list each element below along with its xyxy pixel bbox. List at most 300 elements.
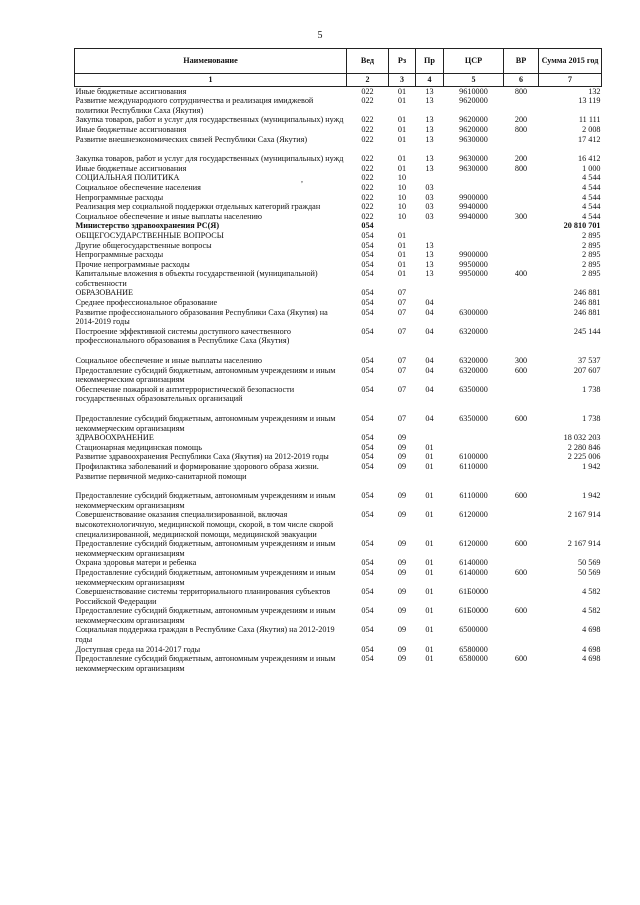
row-name: Другие общегосударственные вопросы — [75, 240, 212, 250]
row-vr: 600 — [514, 567, 528, 577]
row-csr: 6140000 — [459, 567, 488, 577]
row-sum: 4 544 — [582, 192, 601, 202]
row-name: Капитальные вложения в объекты государственной (муниципальной) собственности — [75, 269, 318, 288]
row-vr — [504, 96, 539, 115]
table-row — [75, 173, 602, 183]
row-vr — [504, 327, 539, 346]
table-row — [75, 327, 602, 346]
row-pr: 13 — [425, 163, 434, 173]
row-pr: 13 — [425, 96, 434, 106]
row-ved: 054 — [361, 250, 374, 260]
header-row — [75, 49, 602, 74]
table-row — [75, 144, 602, 164]
row-vr: 300 — [514, 356, 528, 366]
row-csr: 6120000 — [459, 510, 488, 520]
row-sum: 2 008 — [582, 124, 601, 134]
row-sum: 246 881 — [573, 307, 601, 317]
row-pr: 01 — [425, 442, 434, 452]
table-row — [75, 558, 602, 568]
row-csr — [444, 298, 504, 308]
header-csr: ЦСР — [444, 49, 504, 74]
row-rz: 09 — [397, 567, 407, 577]
row-name: Совершенствование системы территориального планирования субъектов Российской Федерации — [75, 587, 331, 606]
row-ved: 054 — [361, 606, 374, 616]
budget-table — [74, 48, 602, 673]
row-pr: 01 — [425, 558, 434, 568]
table-row — [75, 212, 602, 222]
row-rz: 01 — [397, 115, 407, 125]
table-row — [75, 404, 602, 433]
row-sum: 1 738 — [582, 384, 601, 394]
row-vr — [504, 193, 539, 203]
row-vr — [504, 173, 539, 183]
row-sum: 2 225 006 — [567, 452, 601, 462]
table-row — [75, 298, 602, 308]
row-pr: 01 — [425, 606, 434, 616]
row-pr: 01 — [425, 452, 434, 462]
row-rz: 01 — [397, 163, 407, 173]
row-rz: 01 — [397, 96, 407, 106]
row-ved: 054 — [361, 491, 374, 501]
table-row — [75, 260, 602, 270]
table-row — [75, 241, 602, 251]
row-sum: 50 569 — [577, 567, 601, 577]
row-ved: 054 — [361, 221, 374, 231]
row-name: Доступная среда на 2014-2017 годы — [75, 644, 201, 654]
row-rz — [389, 221, 416, 231]
row-ved: 054 — [361, 558, 374, 568]
row-ved: 022 — [361, 134, 374, 144]
row-ved: 054 — [361, 510, 374, 520]
row-rz: 09 — [397, 433, 407, 443]
table-row — [75, 539, 602, 558]
row-sum: 18 032 203 — [563, 433, 601, 443]
header-ved: Вед — [347, 49, 389, 74]
row-ved: 054 — [361, 452, 374, 462]
row-rz: 01 — [397, 124, 407, 134]
row-rz: 07 — [397, 298, 407, 308]
row-sum: 132 — [588, 86, 601, 96]
row-vr — [504, 202, 539, 212]
table-row — [75, 645, 602, 655]
row-rz: 01 — [397, 259, 407, 269]
row-csr — [444, 443, 504, 453]
row-sum: 4 698 — [582, 644, 601, 654]
row-name: Иные бюджетные ассигнования — [75, 86, 187, 96]
header-number-row — [75, 74, 602, 87]
row-csr: 9950000 — [459, 259, 488, 269]
row-sum: 1 738 — [582, 414, 601, 423]
row-rz: 09 — [397, 442, 407, 452]
row-rz: 09 — [397, 461, 407, 471]
row-name: Социальное обеспечение и иные выплаты населению — [75, 356, 262, 366]
row-ved: 022 — [361, 182, 374, 192]
row-csr: 6120000 — [459, 539, 488, 549]
row-name: Предоставление субсидий бюджетным, автономным учреждениям и иным некоммерческим организациям — [75, 414, 336, 433]
row-ved: 022 — [361, 173, 374, 183]
row-sum: 2 895 — [582, 240, 601, 250]
row-ved: 054 — [361, 288, 374, 298]
row-rz: 07 — [397, 384, 407, 394]
row-ved: 054 — [361, 298, 374, 308]
row-csr: 6110000 — [459, 461, 488, 471]
row-pr: 03 — [425, 202, 434, 212]
header-number: 4 — [416, 74, 444, 87]
row-vr: 600 — [514, 414, 528, 423]
row-vr — [504, 558, 539, 568]
row-rz: 10 — [397, 202, 407, 212]
row-vr — [504, 443, 539, 453]
row-csr: 9630000 — [459, 134, 488, 144]
row-csr: 6500000 — [459, 625, 488, 635]
row-sum: 246 881 — [573, 288, 601, 298]
row-ved: 054 — [361, 539, 374, 549]
row-sum: 4 544 — [582, 173, 601, 183]
row-vr — [504, 231, 539, 241]
row-pr: 13 — [425, 250, 434, 260]
row-ved: 054 — [361, 414, 374, 423]
row-rz: 07 — [397, 365, 407, 375]
table-row — [75, 346, 602, 366]
table-row — [75, 462, 602, 481]
row-name: Предоставление субсидий бюджетным, автономным учреждениям и иным некоммерческим организациям — [75, 491, 336, 510]
header-vr: ВР — [504, 49, 539, 74]
row-csr — [444, 288, 504, 298]
row-csr: 6100000 — [459, 452, 488, 462]
row-ved: 022 — [361, 202, 374, 212]
row-pr: 04 — [425, 414, 434, 423]
row-ved: 054 — [361, 654, 374, 664]
row-name: Построение эффективной системы доступного качественного профессионального образования в Республике Саха (Якутия) — [75, 326, 291, 346]
table-row — [75, 452, 602, 462]
row-csr: 9620000 — [459, 115, 488, 125]
row-name: Закупка товаров, работ и услуг для государственных (муниципальных) нужд — [75, 115, 344, 125]
stray-mark: , — [301, 175, 303, 184]
row-name: Прочие непрограммные расходы — [75, 259, 190, 269]
row-sum: 2 895 — [582, 259, 601, 269]
row-vr: 800 — [514, 124, 528, 134]
row-ved: 054 — [361, 587, 374, 597]
row-pr: 13 — [425, 86, 434, 96]
row-rz: 09 — [397, 452, 407, 462]
row-pr: 13 — [425, 240, 434, 250]
row-pr: 01 — [425, 625, 434, 635]
page-number: 5 — [317, 30, 323, 41]
row-name: Предоставление субсидий бюджетным, автономным учреждениям и иным некоммерческим организациям — [75, 365, 336, 385]
table-row — [75, 115, 602, 125]
row-name: Социальная поддержка граждан в Республике Саха (Якутия) на 2012-2019 годы — [75, 625, 335, 645]
row-rz: 09 — [397, 625, 407, 635]
row-name: Профилактика заболеваний и формирование здорового образа жизни. Развитие первичной медико-санитарной помощи — [75, 461, 319, 481]
row-csr — [444, 221, 504, 231]
row-pr: 04 — [425, 326, 434, 336]
table-row — [75, 433, 602, 443]
row-vr — [504, 241, 539, 251]
row-name: Охрана здоровья матери и ребенка — [75, 558, 197, 568]
row-csr: 6350000 — [459, 414, 488, 423]
header-pr: Пр — [416, 49, 444, 74]
row-vr — [504, 625, 539, 644]
row-name: Предоставление субсидий бюджетным, автономным учреждениям и иным некоммерческим организациям — [75, 539, 336, 558]
row-name: Развитие профессионального образования Республики Саха (Якутия) на 2014-2019 годы — [75, 307, 328, 327]
table-row — [75, 135, 602, 145]
row-pr: 13 — [425, 259, 434, 269]
row-rz: 10 — [397, 192, 407, 202]
row-name: Непрограммные расходы — [75, 250, 164, 260]
row-ved: 054 — [361, 259, 374, 269]
row-sum: 16 412 — [577, 154, 601, 164]
row-sum: 1 000 — [582, 163, 601, 173]
row-csr: 9950000 — [459, 269, 488, 279]
row-sum: 2 895 — [582, 250, 601, 260]
row-name: Закупка товаров, работ и услуг для государственных (муниципальных) нужд — [75, 154, 344, 164]
row-csr — [444, 241, 504, 251]
row-name: Развитие международного сотрудничества и реализация имиджевой политики Республики Саха (Якутия) — [75, 96, 314, 115]
table-row — [75, 183, 602, 193]
row-pr: 13 — [425, 124, 434, 134]
row-pr: 04 — [425, 298, 434, 308]
row-pr: 01 — [425, 461, 434, 471]
row-name: Иные бюджетные ассигнования — [75, 124, 187, 134]
table-row — [75, 86, 602, 96]
row-ved: 054 — [361, 307, 374, 317]
row-rz: 01 — [397, 154, 407, 164]
row-vr — [504, 221, 539, 231]
table-row — [75, 221, 602, 231]
row-sum: 246 881 — [573, 298, 601, 308]
row-pr: 13 — [425, 154, 434, 164]
table-row — [75, 288, 602, 298]
row-vr: 200 — [514, 115, 528, 125]
row-name: Обеспечение пожарной и антитеррористической безопасности государственных образовательных организаций — [75, 384, 295, 404]
row-csr: 9940000 — [459, 202, 488, 212]
row-rz: 07 — [397, 356, 407, 366]
row-pr: 01 — [425, 539, 434, 549]
row-name: Непрограммные расходы — [75, 192, 164, 202]
row-vr: 200 — [514, 154, 528, 164]
row-ved: 054 — [361, 625, 374, 635]
row-sum: 2 895 — [582, 269, 601, 279]
table-row — [75, 587, 602, 606]
row-sum: 4 544 — [582, 182, 601, 192]
table-row — [75, 568, 602, 587]
row-sum: 1 942 — [582, 461, 601, 471]
row-vr — [504, 135, 539, 145]
row-csr: 9630000 — [459, 154, 488, 164]
header-number: 6 — [504, 74, 539, 87]
row-pr — [416, 433, 444, 443]
row-sum: 2 280 846 — [567, 442, 601, 452]
row-name: ОБРАЗОВАНИЕ — [75, 288, 134, 298]
row-sum: 2 895 — [582, 230, 601, 240]
row-ved: 054 — [361, 365, 374, 375]
row-rz: 07 — [397, 414, 407, 423]
table-row — [75, 385, 602, 404]
row-vr — [504, 298, 539, 308]
row-name: Министерство здравоохранения РС(Я) — [75, 221, 220, 231]
row-ved: 054 — [361, 567, 374, 577]
row-rz: 09 — [397, 606, 407, 616]
table-row — [75, 250, 602, 260]
row-rz: 01 — [397, 250, 407, 260]
row-csr: 9940000 — [459, 211, 488, 221]
table-row — [75, 96, 602, 115]
header-name: Наименование — [75, 49, 347, 74]
row-vr: 800 — [514, 86, 528, 96]
row-pr: 04 — [425, 307, 434, 317]
row-rz: 10 — [397, 182, 407, 192]
table-row — [75, 654, 602, 673]
row-name: Предоставление субсидий бюджетным, автономным учреждениям и иным некоммерческим организациям — [75, 654, 336, 673]
row-csr: 9620000 — [459, 124, 488, 134]
row-rz: 07 — [397, 288, 407, 298]
table-row — [75, 269, 602, 288]
row-sum: 37 537 — [577, 356, 601, 366]
row-pr: 03 — [425, 192, 434, 202]
row-vr — [504, 587, 539, 606]
row-pr: 04 — [425, 356, 434, 366]
row-ved: 022 — [361, 96, 374, 106]
row-vr — [504, 260, 539, 270]
row-pr: 01 — [425, 587, 434, 597]
table-row — [75, 308, 602, 327]
table-body — [75, 86, 602, 673]
row-ved: 054 — [361, 230, 374, 240]
row-pr: 03 — [425, 182, 434, 192]
row-csr: 6580000 — [459, 654, 488, 664]
row-name: ОБЩЕГОСУДАРСТВЕННЫЕ ВОПРОСЫ — [75, 230, 224, 240]
row-sum: 207 607 — [573, 365, 601, 375]
row-vr: 600 — [514, 491, 528, 501]
row-vr: 300 — [514, 211, 528, 221]
row-pr: 01 — [425, 567, 434, 577]
row-csr — [444, 231, 504, 241]
row-name: Иные бюджетные ассигнования — [75, 163, 187, 173]
row-vr: 600 — [514, 606, 528, 616]
row-name: Социальное обеспечение населения — [75, 182, 201, 192]
row-rz: 09 — [397, 654, 407, 664]
header-rz: Рз — [389, 49, 416, 74]
row-vr: 600 — [514, 365, 528, 375]
row-pr: 01 — [425, 644, 434, 654]
row-rz: 09 — [397, 587, 407, 597]
header-number: 1 — [75, 74, 347, 87]
row-ved: 054 — [361, 384, 374, 394]
row-rz: 09 — [397, 510, 407, 520]
row-sum: 17 412 — [577, 134, 601, 144]
row-rz: 07 — [397, 326, 407, 336]
header-sum: Сумма 2015 год — [539, 49, 602, 74]
table-row — [75, 193, 602, 203]
row-vr — [504, 433, 539, 443]
row-name: Совершенствование оказания специализированной, включая высокотехнологичную, медицинской помощи, скорой, в том числе скорой специализированной, медицинской помощи, медицинской эвакуации — [75, 510, 334, 539]
row-csr: 61Б0000 — [458, 587, 489, 597]
row-vr — [504, 250, 539, 260]
table-row — [75, 443, 602, 453]
row-csr: 9610000 — [459, 86, 488, 96]
row-vr — [504, 385, 539, 404]
row-ved: 054 — [361, 240, 374, 250]
table-row — [75, 202, 602, 212]
row-csr: 9620000 — [459, 96, 488, 106]
row-name: Стационарная медицинская помощь — [75, 442, 202, 452]
row-ved: 022 — [361, 86, 374, 96]
row-name: Реализация мер социальной поддержки отдельных категорий граждан — [75, 202, 321, 212]
row-csr — [444, 433, 504, 443]
row-sum: 2 167 914 — [567, 539, 601, 549]
row-vr: 800 — [514, 163, 528, 173]
row-rz: 09 — [397, 539, 407, 549]
row-csr: 6110000 — [459, 491, 488, 501]
row-ved: 022 — [361, 124, 374, 134]
row-vr — [504, 288, 539, 298]
row-rz: 07 — [397, 307, 407, 317]
header-number: 2 — [347, 74, 389, 87]
row-csr: 6580000 — [459, 644, 488, 654]
row-vr: 600 — [514, 539, 528, 549]
table-row — [75, 231, 602, 241]
row-sum: 20 810 701 — [563, 221, 601, 231]
row-vr — [504, 645, 539, 655]
row-pr: 01 — [425, 510, 434, 520]
table-row — [75, 164, 602, 174]
row-csr — [444, 173, 504, 183]
row-rz: 10 — [397, 173, 407, 183]
row-ved: 022 — [361, 163, 374, 173]
row-name: Социальное обеспечение и иные выплаты населению — [75, 211, 262, 221]
row-rz: 01 — [397, 240, 407, 250]
row-pr: 13 — [425, 134, 434, 144]
row-ved: 054 — [361, 269, 374, 279]
row-pr: 03 — [425, 211, 434, 221]
row-sum: 4 698 — [582, 654, 601, 664]
row-sum: 245 144 — [573, 326, 601, 336]
row-name: Развитие внешнеэкономических связей Республики Саха (Якутия) — [75, 134, 308, 144]
row-pr — [416, 288, 444, 298]
row-csr — [444, 183, 504, 193]
row-csr: 6350000 — [459, 384, 488, 394]
row-sum: 4 698 — [582, 625, 601, 635]
row-ved: 054 — [361, 644, 374, 654]
row-ved: 054 — [361, 433, 374, 443]
row-ved: 022 — [361, 115, 374, 125]
row-sum: 13 119 — [578, 96, 601, 106]
row-csr: 6140000 — [459, 558, 488, 568]
row-pr: 13 — [425, 269, 434, 279]
row-sum: 50 569 — [577, 558, 601, 568]
table-row — [75, 366, 602, 385]
table-row — [75, 625, 602, 644]
row-rz: 09 — [397, 491, 407, 501]
row-rz: 09 — [397, 558, 407, 568]
row-pr — [416, 221, 444, 231]
row-csr: 6320000 — [459, 356, 488, 366]
header-number: 7 — [539, 74, 602, 87]
row-csr: 61Б0000 — [458, 606, 489, 616]
row-rz: 09 — [397, 644, 407, 654]
table-row — [75, 606, 602, 625]
row-rz: 10 — [397, 211, 407, 221]
row-name: Предоставление субсидий бюджетным, автономным учреждениям и иным некоммерческим организациям — [75, 606, 336, 625]
row-ved: 022 — [361, 154, 374, 164]
row-vr — [504, 183, 539, 193]
row-ved: 054 — [361, 442, 374, 452]
row-rz: 01 — [397, 269, 407, 279]
row-csr: 6300000 — [459, 307, 488, 317]
row-name: ЗДРАВООХРАНЕНИЕ — [75, 433, 154, 443]
row-csr: 6320000 — [459, 326, 488, 336]
row-sum: 4 544 — [582, 202, 601, 212]
